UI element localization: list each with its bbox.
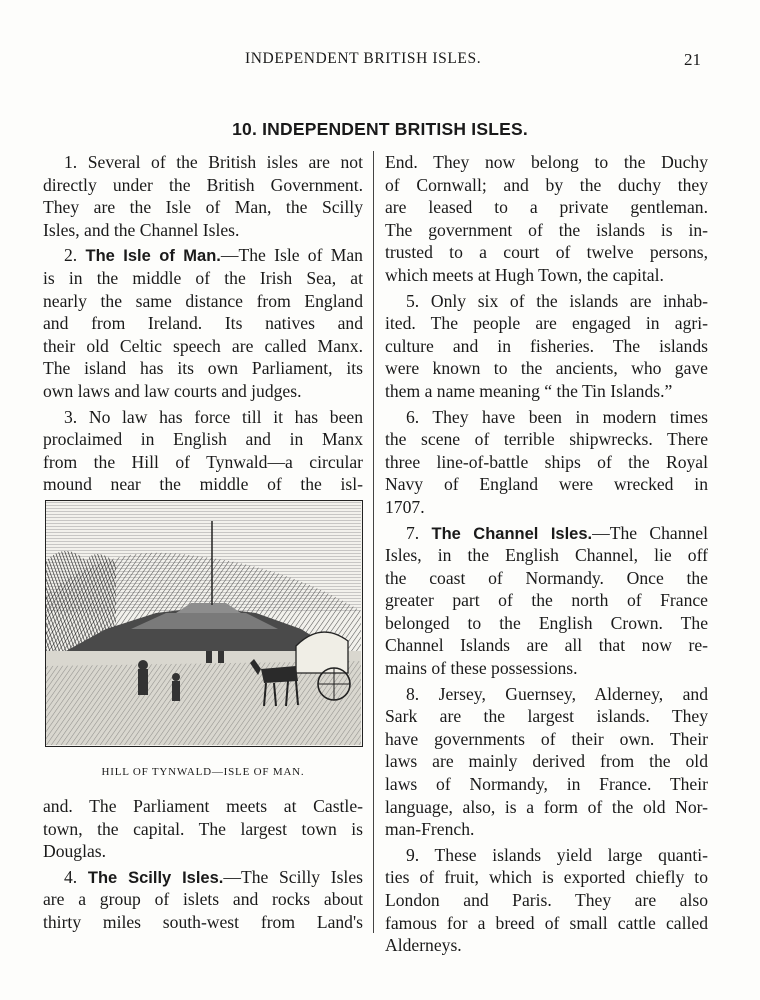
text-line: is in the middle of the Irish Sea, at — [43, 267, 363, 288]
text-line: Isles, in the English Channel, lie off — [385, 545, 708, 566]
paragraph-number: 7. — [406, 522, 420, 543]
section-heading-channel-isles: The Channel Isles. — [431, 524, 593, 543]
text-line: language, also, is a form of the old Nor- — [385, 796, 708, 817]
text-line: are leased to a private gentleman. — [385, 197, 708, 218]
paragraph-5 — [385, 290, 708, 403]
paragraph-8 — [385, 683, 708, 841]
text-line: laws of Normandy, in France. Their — [385, 774, 708, 795]
text-line: thirty miles south-west from Land's — [43, 911, 363, 932]
tynwald-engraving — [45, 500, 363, 747]
text-line: They are the Isle of Man, the Scilly — [43, 197, 363, 218]
running-title: INDEPENDENT BRITISH ISLES. — [245, 50, 482, 67]
text-line: 1707. — [385, 496, 425, 517]
text-line: their old Celtic speech are called Manx. — [43, 335, 363, 356]
text-line: the scene of terrible shipwrecks. There — [385, 429, 708, 450]
text-line: 3. No law has force till it has been — [64, 406, 363, 427]
page-number: 21 — [684, 50, 701, 69]
text-line: three line-of-battle ships of the Royal — [385, 451, 708, 472]
paragraph-4 — [43, 866, 363, 934]
paragraph-3-continued — [43, 795, 363, 863]
chapter-heading: 10. INDEPENDENT BRITISH ISLES. — [232, 119, 528, 139]
text-line: from the Hill of Tynwald—a circular — [43, 451, 363, 472]
text-line: Channel Islands are all that now re- — [385, 635, 708, 656]
figure-caption: HILL OF TYNWALD—ISLE OF MAN. — [101, 766, 305, 778]
text-line: man-French. — [385, 819, 475, 840]
text-line: town, the capital. The largest town is — [43, 818, 363, 839]
text-line: ited. The people are engaged in agri- — [385, 313, 708, 334]
text-line — [43, 244, 363, 267]
text-line: proclaimed in English and in Manx — [43, 429, 363, 450]
left-column-top — [43, 151, 363, 496]
text-run: —The Scilly Isles — [223, 866, 363, 887]
text-line: own laws and law courts and judges. — [43, 380, 302, 401]
text-run: —The Isle of Man — [220, 245, 363, 266]
running-head — [0, 50, 760, 72]
paragraph-2 — [43, 244, 363, 402]
paragraph-number: 4. — [64, 866, 78, 887]
paragraph-number: 2. — [64, 245, 78, 266]
column-divider — [373, 151, 374, 933]
text-line: nearly the same distance from England — [43, 290, 363, 311]
engraving-illustration — [46, 501, 361, 745]
text-line: directly under the British Government. — [43, 174, 363, 195]
text-line: mains of these possessions. — [385, 658, 578, 679]
paragraph-3 — [43, 406, 363, 496]
paragraph-7 — [385, 522, 708, 680]
text-line: 6. They have been in modern times — [406, 406, 708, 427]
text-line: culture and in fisheries. The islands — [385, 335, 708, 356]
text-line: are a group of islets and rocks about — [43, 889, 363, 910]
text-line: End. They now belong to the Duchy — [385, 152, 708, 172]
text-line: of Cornwall; and by the duchy they — [385, 174, 708, 195]
text-line: trusted to a court of twelve persons, — [385, 242, 708, 263]
text-line: which meets at Hugh Town, the capital. — [385, 264, 664, 285]
text-run: —The Channel — [592, 522, 708, 543]
right-column — [385, 151, 708, 957]
text-line: Isles, and the Channel Isles. — [43, 219, 240, 240]
text-line: famous for a breed of small cattle called — [385, 912, 708, 933]
text-line: Sark are the largest islands. They — [385, 706, 708, 727]
text-line: 9. These islands yield large quanti- — [406, 844, 708, 865]
text-line: laws are mainly derived from the old — [385, 751, 708, 772]
text-line: 5. Only six of the islands are inhab- — [406, 290, 708, 311]
text-line — [385, 522, 708, 545]
text-line: them a name meaning “ the Tin Islands.” — [385, 380, 673, 401]
text-line: belonged to the English Crown. The — [385, 612, 708, 633]
text-line: The government of the islands is in- — [385, 219, 708, 240]
text-line: Douglas. — [43, 841, 107, 862]
section-heading-scilly-isles: The Scilly Isles. — [87, 868, 224, 887]
text-line: and. The Parliament meets at Castle- — [43, 796, 363, 816]
text-line: mound near the middle of the isl- — [43, 474, 363, 495]
section-heading-isle-of-man: The Isle of Man. — [85, 247, 221, 266]
text-line: and from Ireland. Its natives and — [43, 313, 363, 334]
text-line: London and Paris. They are also — [385, 890, 708, 910]
text-line: were known to the ancients, who gave — [385, 358, 708, 379]
text-line: greater part of the north of France — [385, 590, 708, 611]
text-line: the coast of Normandy. Once the — [385, 567, 708, 588]
text-line: 1. Several of the British isles are not — [64, 152, 363, 172]
paragraph-1 — [43, 151, 363, 241]
paragraph-4-continued — [385, 151, 708, 287]
paragraph-9 — [385, 844, 708, 957]
text-line: Navy of England were wrecked in — [385, 474, 708, 495]
left-column-bottom — [43, 795, 363, 934]
text-line: 8. Jersey, Guernsey, Alderney, and — [406, 683, 708, 704]
text-line — [43, 866, 363, 889]
text-line: ties of fruit, which is exported chiefly to — [385, 867, 708, 888]
paragraph-6 — [385, 406, 708, 519]
text-line: have governments of their own. Their — [385, 728, 708, 749]
text-line: The island has its own Parliament, its — [43, 358, 363, 379]
text-line: Alderneys. — [385, 935, 462, 956]
